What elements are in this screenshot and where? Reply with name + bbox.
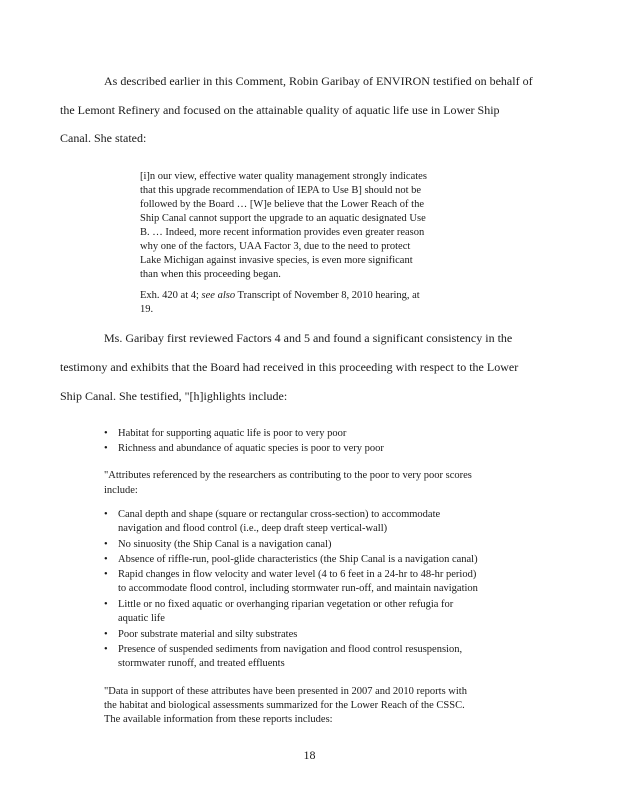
paragraph-1-line-3: Canal. She stated: xyxy=(60,131,147,145)
quote-line: why one of the factors, UAA Factor 3, due to the need to protect xyxy=(140,241,411,252)
quote-line: followed by the Board … [W]e believe that the Lower Reach of the xyxy=(140,199,424,210)
bullet-icon: • xyxy=(104,569,108,580)
list-item-continuation: to accommodate flood control, including stormwater run-off, and maintain navigation xyxy=(118,583,478,594)
list-item: No sinuosity (the Ship Canal is a navigation canal) xyxy=(118,539,332,550)
attributes-intro-line-1: "Attributes referenced by the researchers as contributing to the poor to very poor scores xyxy=(104,470,472,481)
bullet-icon: • xyxy=(104,629,108,640)
quote-citation-line-2: 19. xyxy=(140,304,154,315)
quote-line: Ship Canal cannot support the upgrade to an aquatic designated Use xyxy=(140,213,426,224)
citation-suffix: Transcript of November 8, 2010 hearing, at xyxy=(235,290,420,301)
bullet-icon: • xyxy=(104,644,108,655)
bullet-icon: • xyxy=(104,554,108,565)
quote-line: B. … Indeed, more recent information provides even greater reason xyxy=(140,227,425,238)
quote-line: that this upgrade recommendation of IEPA to Use B] should not be xyxy=(140,185,422,196)
data-para-line-2: the habitat and biological assessments summarized for the Lower Reach of the CSSC. xyxy=(104,700,465,711)
citation-prefix: Exh. 420 at 4; xyxy=(140,290,202,301)
paragraph-2-line-2: testimony and exhibits that the Board had received in this proceeding with respect to the Lower xyxy=(60,360,519,374)
paragraph-2-line-1: Ms. Garibay first reviewed Factors 4 and 5 and found a significant consistency in the xyxy=(104,331,513,345)
page-number: 18 xyxy=(303,748,316,762)
list-item: Poor substrate material and silty substrates xyxy=(118,629,298,640)
quote-line: than when this proceeding began. xyxy=(140,269,281,280)
bullet-icon: • xyxy=(104,539,108,550)
list-item-continuation: stormwater runoff, and treated effluents xyxy=(118,658,285,669)
list-item: Rapid changes in flow velocity and water level (4 to 6 feet in a 24-hr to 48-hr period) xyxy=(118,569,477,580)
quote-line: Lake Michigan against invasive species, is even more significant xyxy=(140,255,413,266)
list-item: Presence of suspended sediments from navigation and flood control resuspension, xyxy=(118,644,463,655)
paragraph-1-line-2: the Lemont Refinery and focused on the attainable quality of aquatic life use in Lower Ship xyxy=(60,103,500,117)
bullet-icon: • xyxy=(104,509,108,520)
data-para-line-1: "Data in support of these attributes have been presented in 2007 and 2010 reports with xyxy=(104,686,467,697)
attributes-intro-line-2: include: xyxy=(104,485,138,496)
quote-line: [i]n our view, effective water quality management strongly indicates xyxy=(140,171,427,182)
paragraph-1-line-1: As described earlier in this Comment, Robin Garibay of ENVIRON testified on behalf of xyxy=(104,74,533,88)
bullet-icon: • xyxy=(104,443,108,454)
list-item-continuation: aquatic life xyxy=(118,613,165,624)
bullet-icon: • xyxy=(104,599,108,610)
data-para-line-3: The available information from these reports includes: xyxy=(104,714,333,725)
list-item: Absence of riffle-run, pool-glide characteristics (the Ship Canal is a navigation canal) xyxy=(118,554,478,565)
bullet-icon: • xyxy=(104,428,108,439)
paragraph-2-line-3: Ship Canal. She testified, "[h]ighlights include: xyxy=(60,389,288,403)
list-item: Little or no fixed aquatic or overhanging riparian vegetation or other refugia for xyxy=(118,599,454,610)
quote-citation xyxy=(140,290,420,301)
list-item: Canal depth and shape (square or rectangular cross-section) to accommodate xyxy=(118,509,441,520)
list-item: Richness and abundance of aquatic species is poor to very poor xyxy=(118,443,384,454)
citation-signal: see also xyxy=(201,290,236,301)
list-item: Habitat for supporting aquatic life is poor to very poor xyxy=(118,428,347,439)
list-item-continuation: navigation and flood control (i.e., deep draft steep vertical-wall) xyxy=(118,523,388,534)
